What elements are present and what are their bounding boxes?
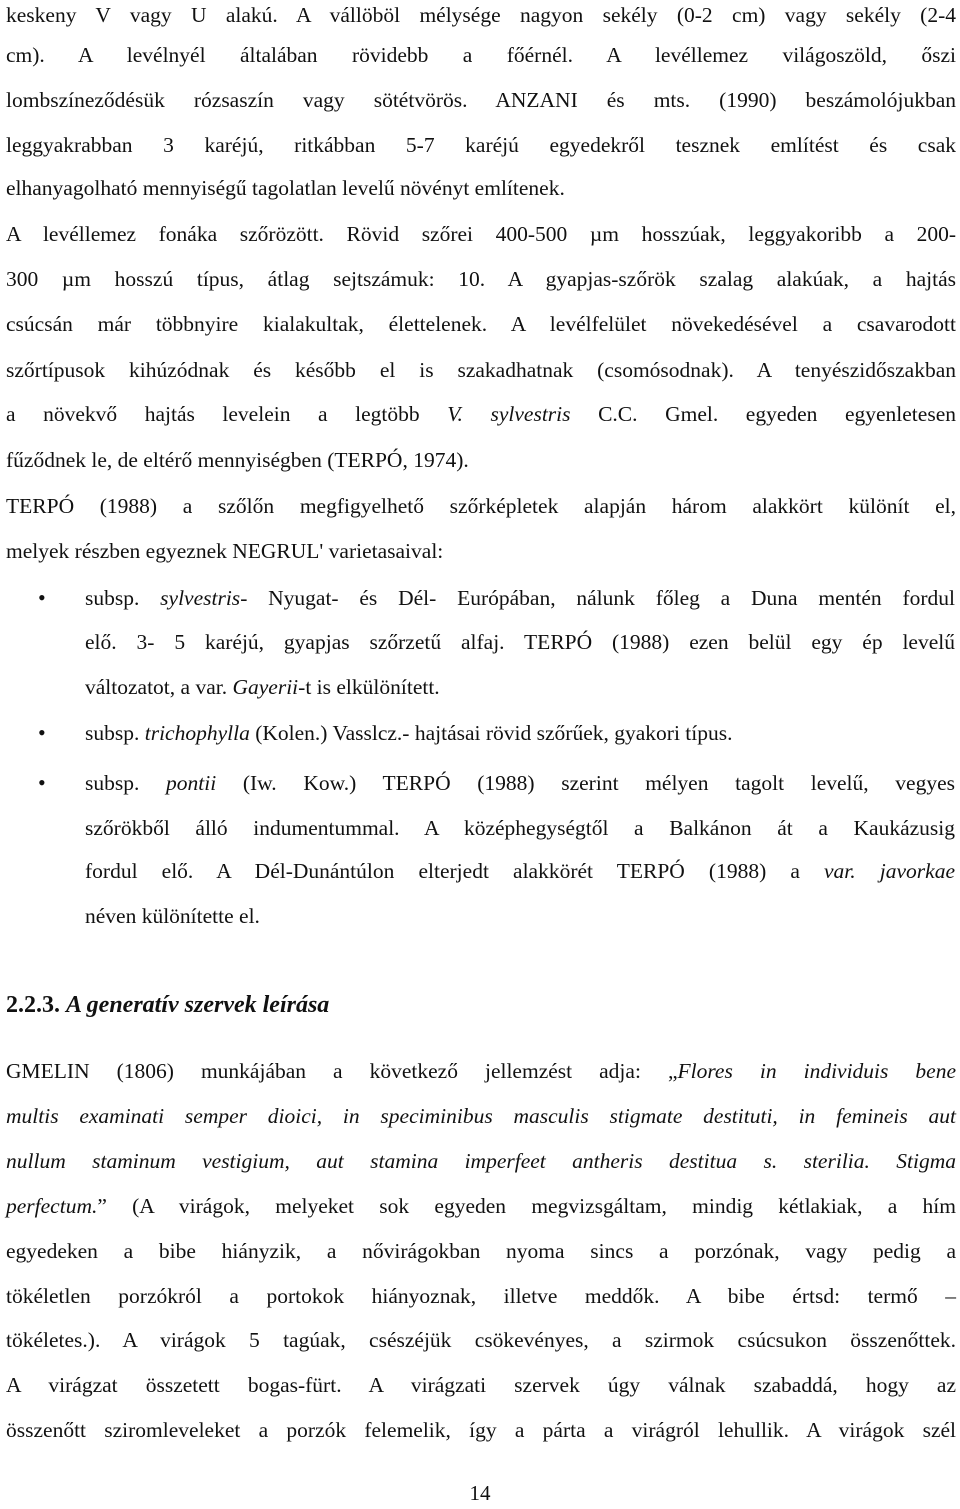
- bullet-3-line-4: néven különítette el.: [85, 904, 260, 928]
- bullet-3-line-3-text: fordul elő. A Dél-Dunántúlon elterjedt alakkörét TERPÓ (1988) a: [85, 859, 825, 883]
- bullet-2-prefix: subsp.: [85, 721, 145, 745]
- bullet-1-var-prefix: változatot, a var.: [85, 675, 233, 699]
- bullet-2-text: (Kolen.) Vasslcz.- hajtásai rövid szőrűek, gyakori típus.: [249, 721, 733, 745]
- para4-line-1: [6, 1056, 956, 1086]
- bullet-3-line-3: [85, 856, 955, 886]
- bullet-1-taxon: sylvestris: [160, 586, 241, 610]
- bullet-1-var-suffix: -t is elkülönített.: [298, 675, 440, 699]
- bullet-3-marker: •: [38, 770, 46, 795]
- bullet-3-text: (Iw. Kow.) TERPÓ (1988) szerint mélyen tagolt levelű, vegyes: [216, 771, 956, 795]
- para3-line-2: melyek részben egyeznek NEGRUL' varietasaival:: [6, 539, 444, 563]
- para4-line-2: [6, 1101, 956, 1131]
- bullet-1-line-2: elő. 3- 5 karéjú, gyapjas szőrzetű alfaj. TERPÓ (1988) ezen belül egy ép levelű: [85, 630, 955, 654]
- para2-line-6: fűződnek le, de eltérő mennyiségben (TERPÓ, 1974).: [6, 448, 469, 472]
- bullet-1-line-3: [85, 672, 955, 702]
- para4-line-5: egyedeken a bibe hiányzik, a nővirágokban nyoma sincs a porzónak, vagy pedig a: [6, 1239, 956, 1263]
- para4-line-3: [6, 1146, 956, 1176]
- latin-quote-line-3: nullum staminum vestigium, aut stamina imperfeet antheris destitua s. sterilia. Stigma: [6, 1149, 956, 1173]
- para1-line-2: cm). A levélnyél általában rövidebb a főérnél. A levéllemez világoszöld, őszi: [6, 43, 956, 67]
- bullet-3-prefix: subsp.: [85, 771, 167, 795]
- para2-line-5-text-c: C.C. Gmel. egyeden egyenletesen: [570, 402, 956, 426]
- species-name: V. sylvestris: [447, 402, 571, 426]
- section-number: 2.2.3.: [6, 992, 60, 1018]
- bullet-3-var-name: var. javorkae: [824, 859, 955, 883]
- bullet-1-var-name: Gayerii: [232, 675, 299, 699]
- bullet-1-line-1: [85, 583, 955, 613]
- para2-line-3: csúcsán már többnyire kialakultak, élettelenek. A levélfelület növekedésével a csavarodott: [6, 312, 956, 336]
- para4-line-9: összenőtt sziromleveleket a porzók felemelik, így a párta a virágról lehullik. A virágok szél: [6, 1418, 956, 1442]
- para2-line-5-text-a: a növekvő hajtás levelein a legtöbb: [6, 402, 448, 426]
- para4-line-6: tökéletlen porzókról a portokok hiányoznak, illetve meddők. A bibe értsd: termő –: [6, 1284, 956, 1308]
- para1-line-5: elhanyagolható mennyiségű tagolatlan levelű növényt említenek.: [6, 176, 565, 200]
- bullet-2-line-1: [85, 718, 955, 748]
- para1-line-3: lombszíneződésük rózsaszín vagy sötétvörös. ANZANI és mts. (1990) beszámolójukban: [6, 88, 956, 112]
- para4-line-1-text: GMELIN (1806) munkájában a következő jellemzést adja: „: [6, 1059, 678, 1083]
- para4-line-4-text: ” (A virágok, melyeket sok egyeden megvizsgáltam, mindig kétlakiak, a hím: [97, 1194, 956, 1218]
- bullet-3-line-1: [85, 768, 955, 798]
- bullet-1-text: - Nyugat- és Dél- Európában, nálunk főleg a Duna mentén fordul: [240, 586, 955, 610]
- section-title: A generatív szervek leírása: [66, 992, 330, 1018]
- latin-quote-start: Flores in individuis bene: [677, 1059, 956, 1083]
- para1-line-4: leggyakrabban 3 karéjú, ritkábban 5-7 karéjú egyedekről tesznek említést és csak: [6, 133, 956, 157]
- bullet-1-prefix: subsp.: [85, 586, 161, 610]
- section-heading: [6, 990, 329, 1020]
- para1-line-1: keskeny V vagy U alakú. A vállöböl mélysége nagyon sekély (0-2 cm) vagy sekély (2-4: [6, 3, 956, 27]
- bullet-3-line-2: szőrökből álló indumentummal. A középhegységtől a Balkánon át a Kaukázusig: [85, 816, 955, 840]
- page-number: 14: [469, 1481, 491, 1505]
- para2-line-4: szőrtípusok kihúzódnak és később el is szakadhatnak (csomósodnak). A tenyészidőszakban: [6, 358, 956, 382]
- latin-quote-end: perfectum.: [6, 1194, 98, 1218]
- para3-line-1: TERPÓ (1988) a szőlőn megfigyelhető szőrképletek alapján három alakkört különít el,: [6, 494, 956, 518]
- latin-quote-line-2: multis examinati semper dioici, in speciminibus masculis stigmate destituti, in femineis aut: [6, 1104, 956, 1128]
- para2-line-5: [6, 399, 956, 429]
- para4-line-4: [6, 1191, 956, 1221]
- para2-line-1: A levéllemez fonáka szőrözött. Rövid szőrei 400-500 µm hosszúak, leggyakoribb a 200-: [6, 222, 956, 246]
- bullet-2-marker: •: [38, 720, 46, 745]
- para4-line-8: A virágzat összetett bogas-fürt. A virágzati szervek úgy válnak szabaddá, hogy az: [6, 1373, 956, 1397]
- para2-line-2: 300 µm hosszú típus, átlag sejtszámuk: 10. A gyapjas-szőrök szalag alakúak, a hajtás: [6, 267, 956, 291]
- bullet-3-taxon: pontii: [166, 771, 217, 795]
- bullet-1-marker: •: [38, 585, 46, 610]
- bullet-2-taxon: trichophylla: [144, 721, 250, 745]
- para4-line-7: tökéletes.). A virágok 5 tagúak, csészéjük csökevényes, a szirmok csúcsukon összenőttek.: [6, 1328, 956, 1352]
